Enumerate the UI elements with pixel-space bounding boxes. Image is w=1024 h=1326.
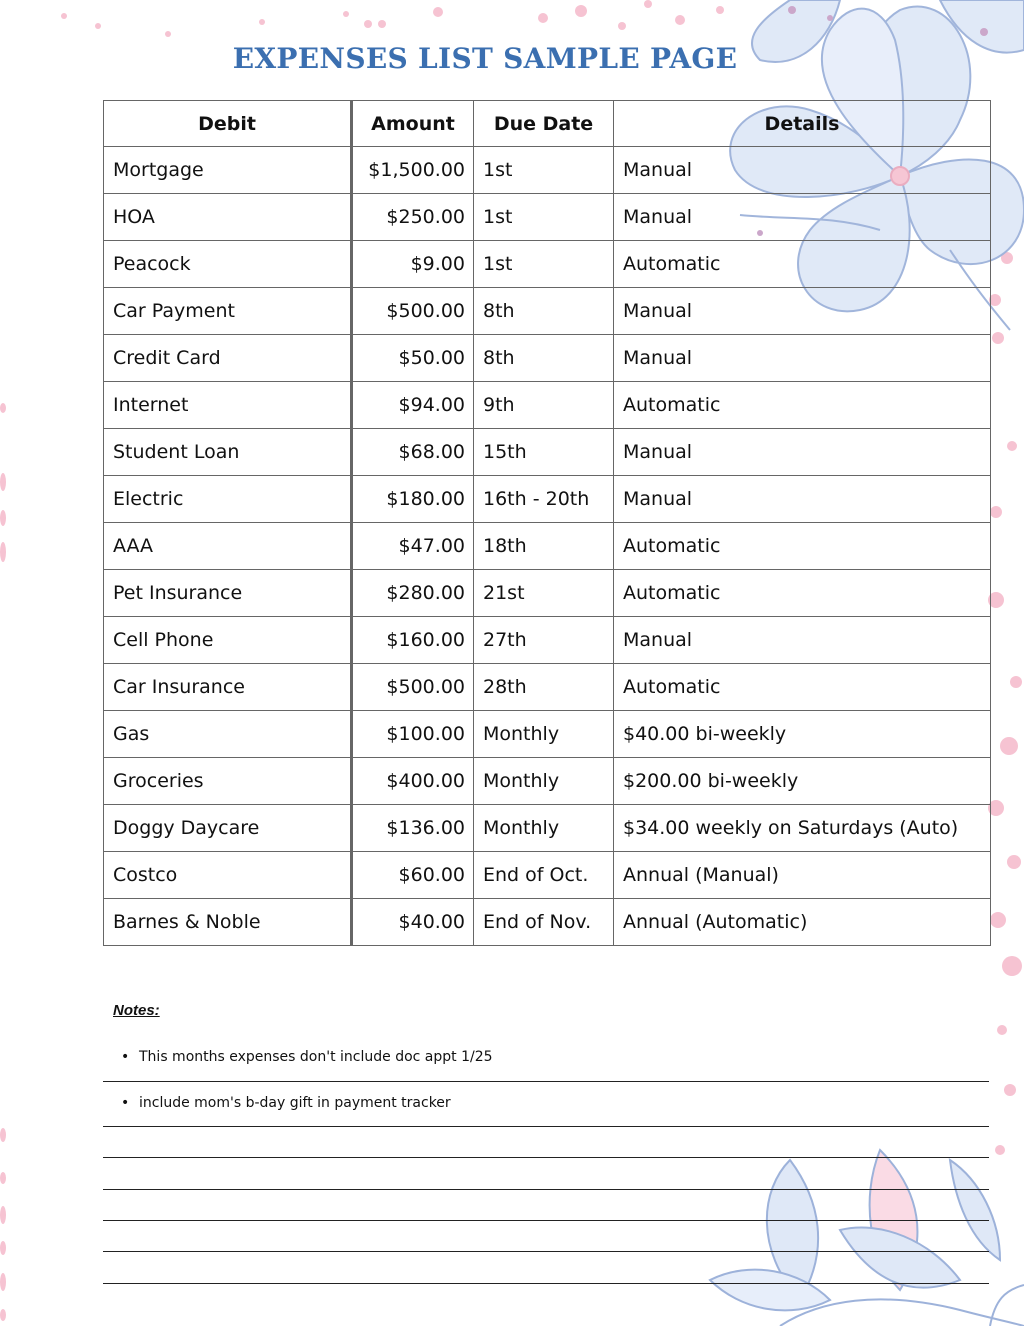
cell-due-date: 16th - 20th [474,476,614,523]
cell-debit: Costco [104,852,352,899]
cell-debit: Credit Card [104,335,352,382]
table-row [104,476,991,523]
cell-debit: Internet [104,382,352,429]
cell-due-date: 27th [474,617,614,664]
notes-heading: Notes: [113,1002,160,1019]
cell-amount: $68.00 [352,429,474,476]
header-due-date: Due Date [474,101,614,147]
cell-details: Manual [614,335,991,382]
cell-amount: $136.00 [352,805,474,852]
bullet-dot-icon: • [121,1095,130,1111]
cell-debit: Car Insurance [104,664,352,711]
header-debit: Debit [104,101,352,147]
cell-amount: $40.00 [352,899,474,946]
cell-debit: HOA [104,194,352,241]
cell-debit: Doggy Daycare [104,805,352,852]
cell-amount: $180.00 [352,476,474,523]
header-amount: Amount [352,101,474,147]
table-row [104,617,991,664]
table-row [104,805,991,852]
cell-details: Automatic [614,523,991,570]
table-row [104,899,991,946]
cell-details: $34.00 weekly on Saturdays (Auto) [614,805,991,852]
cell-details: Manual [614,147,991,194]
cell-amount: $9.00 [352,241,474,288]
cell-debit: Gas [104,711,352,758]
cell-amount: $400.00 [352,758,474,805]
cell-amount: $250.00 [352,194,474,241]
cell-details: Manual [614,429,991,476]
table-header-row [104,101,991,147]
note-line [103,1251,989,1252]
expenses-table [103,100,991,946]
cell-details: Manual [614,476,991,523]
note-item [121,1095,451,1111]
cell-amount: $100.00 [352,711,474,758]
cell-due-date: 8th [474,288,614,335]
cell-amount: $160.00 [352,617,474,664]
cell-due-date: Monthly [474,758,614,805]
cell-due-date: 9th [474,382,614,429]
cell-details: Manual [614,617,991,664]
cell-amount: $280.00 [352,570,474,617]
note-line [103,1220,989,1221]
table-row [104,194,991,241]
cell-due-date: End of Oct. [474,852,614,899]
cell-amount: $94.00 [352,382,474,429]
cell-amount: $47.00 [352,523,474,570]
cell-details: Manual [614,288,991,335]
cell-details: Automatic [614,664,991,711]
cell-amount: $50.00 [352,335,474,382]
cell-debit: Barnes & Noble [104,899,352,946]
note-line [103,1189,989,1190]
cell-debit: Mortgage [104,147,352,194]
note-line [103,1126,989,1127]
cell-details: Manual [614,194,991,241]
note-line [103,1283,989,1284]
cell-due-date: 8th [474,335,614,382]
cell-debit: AAA [104,523,352,570]
table-row [104,288,991,335]
expenses-table-body [104,147,991,946]
cell-debit: Groceries [104,758,352,805]
note-text: This months expenses don't include doc appt 1/25 [139,1049,493,1065]
cell-amount: $500.00 [352,664,474,711]
table-row [104,147,991,194]
note-line [103,1157,989,1158]
cell-due-date: Monthly [474,711,614,758]
table-row [104,382,991,429]
table-row [104,711,991,758]
table-row [104,852,991,899]
table-row [104,570,991,617]
cell-debit: Cell Phone [104,617,352,664]
cell-due-date: 1st [474,241,614,288]
cell-amount: $1,500.00 [352,147,474,194]
cell-due-date: 1st [474,147,614,194]
cell-due-date: 18th [474,523,614,570]
cell-debit: Pet Insurance [104,570,352,617]
cell-debit: Student Loan [104,429,352,476]
cell-debit: Peacock [104,241,352,288]
cell-due-date: 1st [474,194,614,241]
table-row [104,664,991,711]
cell-details: $200.00 bi-weekly [614,758,991,805]
cell-details: $40.00 bi-weekly [614,711,991,758]
note-text: include mom's b-day gift in payment tracker [139,1095,451,1111]
cell-due-date: 21st [474,570,614,617]
cell-details: Automatic [614,382,991,429]
cell-due-date: 15th [474,429,614,476]
page-title: EXPENSES LIST SAMPLE PAGE [232,42,738,75]
cell-details: Automatic [614,570,991,617]
note-line [103,1081,989,1082]
cell-amount: $500.00 [352,288,474,335]
cell-due-date: Monthly [474,805,614,852]
table-row [104,758,991,805]
header-details: Details [614,101,991,147]
cell-details: Automatic [614,241,991,288]
bullet-dot-icon: • [121,1049,130,1065]
table-row [104,241,991,288]
cell-details: Annual (Automatic) [614,899,991,946]
note-item [121,1049,493,1065]
cell-due-date: 28th [474,664,614,711]
table-row [104,523,991,570]
table-row [104,335,991,382]
cell-debit: Car Payment [104,288,352,335]
cell-debit: Electric [104,476,352,523]
table-row [104,429,991,476]
cell-details: Annual (Manual) [614,852,991,899]
cell-due-date: End of Nov. [474,899,614,946]
cell-amount: $60.00 [352,852,474,899]
